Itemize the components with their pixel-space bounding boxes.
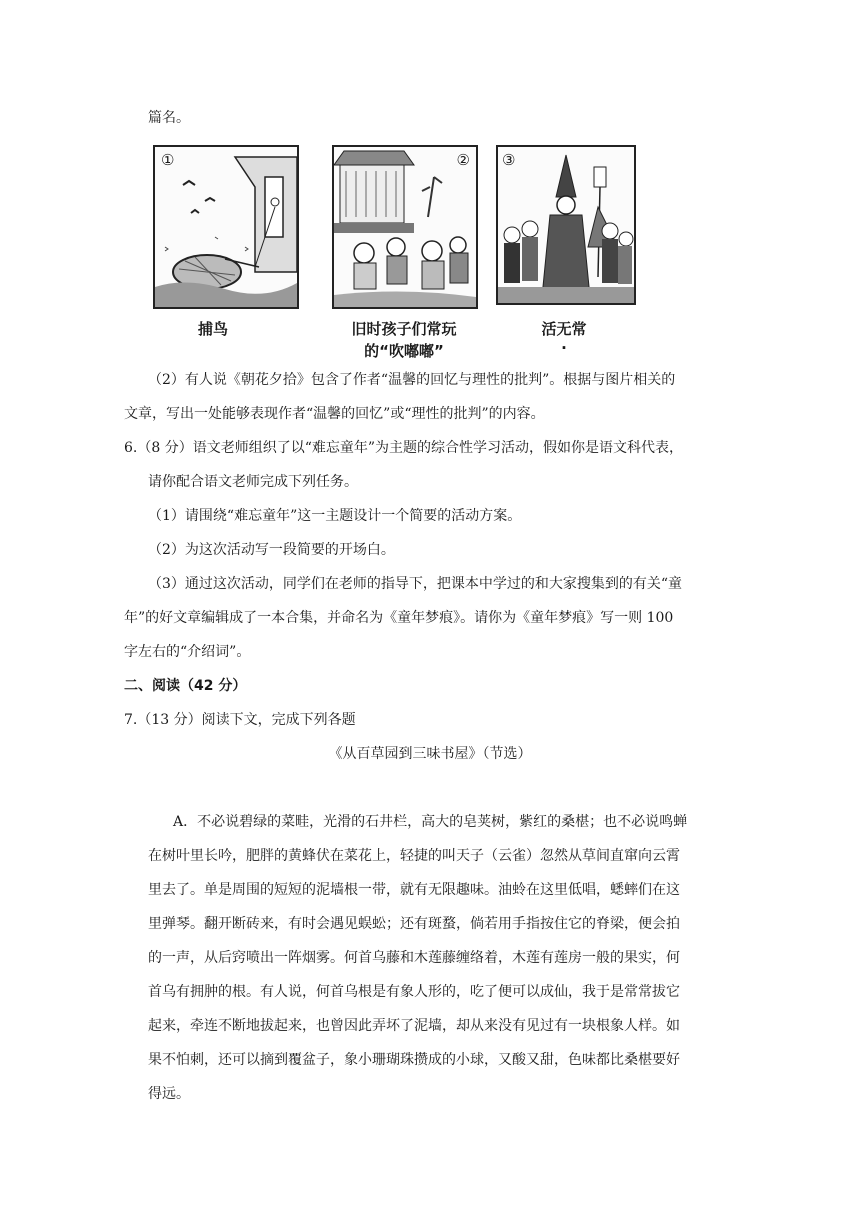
- q5-2-line-1: （2）有人说《朝花夕拾》包含了作者“温馨的回忆与理性的批判”。根据与图片相关的: [148, 372, 676, 388]
- passage-line-8: 果不怕刺，还可以摘到覆盆子，象小珊瑚珠攒成的小球，又酸又甜，色味都比桑椹要好: [148, 1052, 680, 1068]
- wuchang-illustration: [498, 147, 634, 303]
- passage-line-2: 在树叶里长吟，肥胖的黄蜂伏在菜花上，轻捷的叫天子（云雀）忽然从草间直窜向云霄: [148, 848, 680, 864]
- picture-children-playing: [332, 145, 478, 309]
- picture-number: ②: [456, 151, 470, 169]
- passage-line-4: 里弹琴。翻开断砖来，有时会遇见蜈蚣；还有斑蝥，倘若用手指按住它的脊梁，便会拍: [148, 916, 680, 932]
- q6-line-1: 6.（8 分）语文老师组织了以“难忘童年”为主题的综合性学习活动，假如你是语文科代表，: [124, 440, 684, 456]
- q6-sub-2: （2）为这次活动写一段简要的开场白。: [148, 542, 395, 558]
- q6-sub-3-line-2: 年”的好文章编辑成了一本合集，并命名为《童年梦痕》。请你为《童年梦痕》写一则 100: [124, 610, 674, 626]
- picture-number: ③: [502, 151, 516, 169]
- passage-title: 《从百草园到三味书屋》（节选）: [328, 746, 532, 762]
- passage-line-3: 里去了。单是周围的短短的泥墙根一带，就有无限趣味。油蛉在这里低唱，蟋蟀们在这: [148, 882, 680, 898]
- q6-sub-1: （1）请围绕“难忘童年”这一主题设计一个简要的活动方案。: [148, 508, 522, 524]
- caption-3: [496, 318, 632, 356]
- caption-line: 捕鸟: [198, 320, 229, 338]
- caption-line-1: 旧时孩子们常玩: [351, 320, 457, 338]
- picture-wuchang: [496, 145, 636, 305]
- bird-trap-illustration: [155, 147, 297, 307]
- passage-line-5: 的一声，从后窍喷出一阵烟雾。何首乌藤和木莲藤缠络着，木莲有莲房一般的果实，何: [148, 950, 680, 966]
- caption-line-2: 的“吹嘟嘟”: [364, 342, 444, 360]
- q5-2-line-2: 文章，写出一处能够表现作者“温馨的回忆”或“理性的批判”的内容。: [124, 406, 545, 422]
- q6-line-2: 请你配合语文老师完成下列任务。: [148, 474, 358, 490]
- q6-sub-3-line-3: 字左右的“介绍词”。: [124, 644, 251, 660]
- q7-line-1: 7.（13 分）阅读下文，完成下列各题: [124, 712, 356, 728]
- children-illustration: [334, 147, 476, 307]
- caption-2: [326, 318, 482, 362]
- picture-bird-catching: [153, 145, 299, 309]
- caption-1: [153, 318, 299, 340]
- caption-line-1: 活无常: [541, 320, 587, 338]
- passage-line-1: A．不必说碧绿的菜畦，光滑的石井栏，高大的皂荚树，紫红的桑椹；也不必说鸣蝉: [173, 814, 688, 830]
- q6-sub-3-line-1: （3）通过这次活动，同学们在老师的指导下，把课本中学过的和大家搜集到的有关“童: [148, 576, 683, 592]
- caption-line-2: ·: [561, 339, 567, 357]
- passage-line-6: 首乌有拥肿的根。有人说，何首乌根是有象人形的，吃了便可以成仙，我于是常常拔它: [148, 984, 680, 1000]
- passage-line-7: 起来，牵连不断地拔起来，也曾因此弄坏了泥墙，却从来没有见过有一块根象人样。如: [148, 1018, 680, 1034]
- passage-line-9: 得远。: [148, 1086, 190, 1102]
- intro-text: 篇名。: [148, 110, 190, 126]
- section-heading-reading: 二、阅读（42 分）: [124, 678, 247, 694]
- picture-number: ①: [161, 151, 175, 169]
